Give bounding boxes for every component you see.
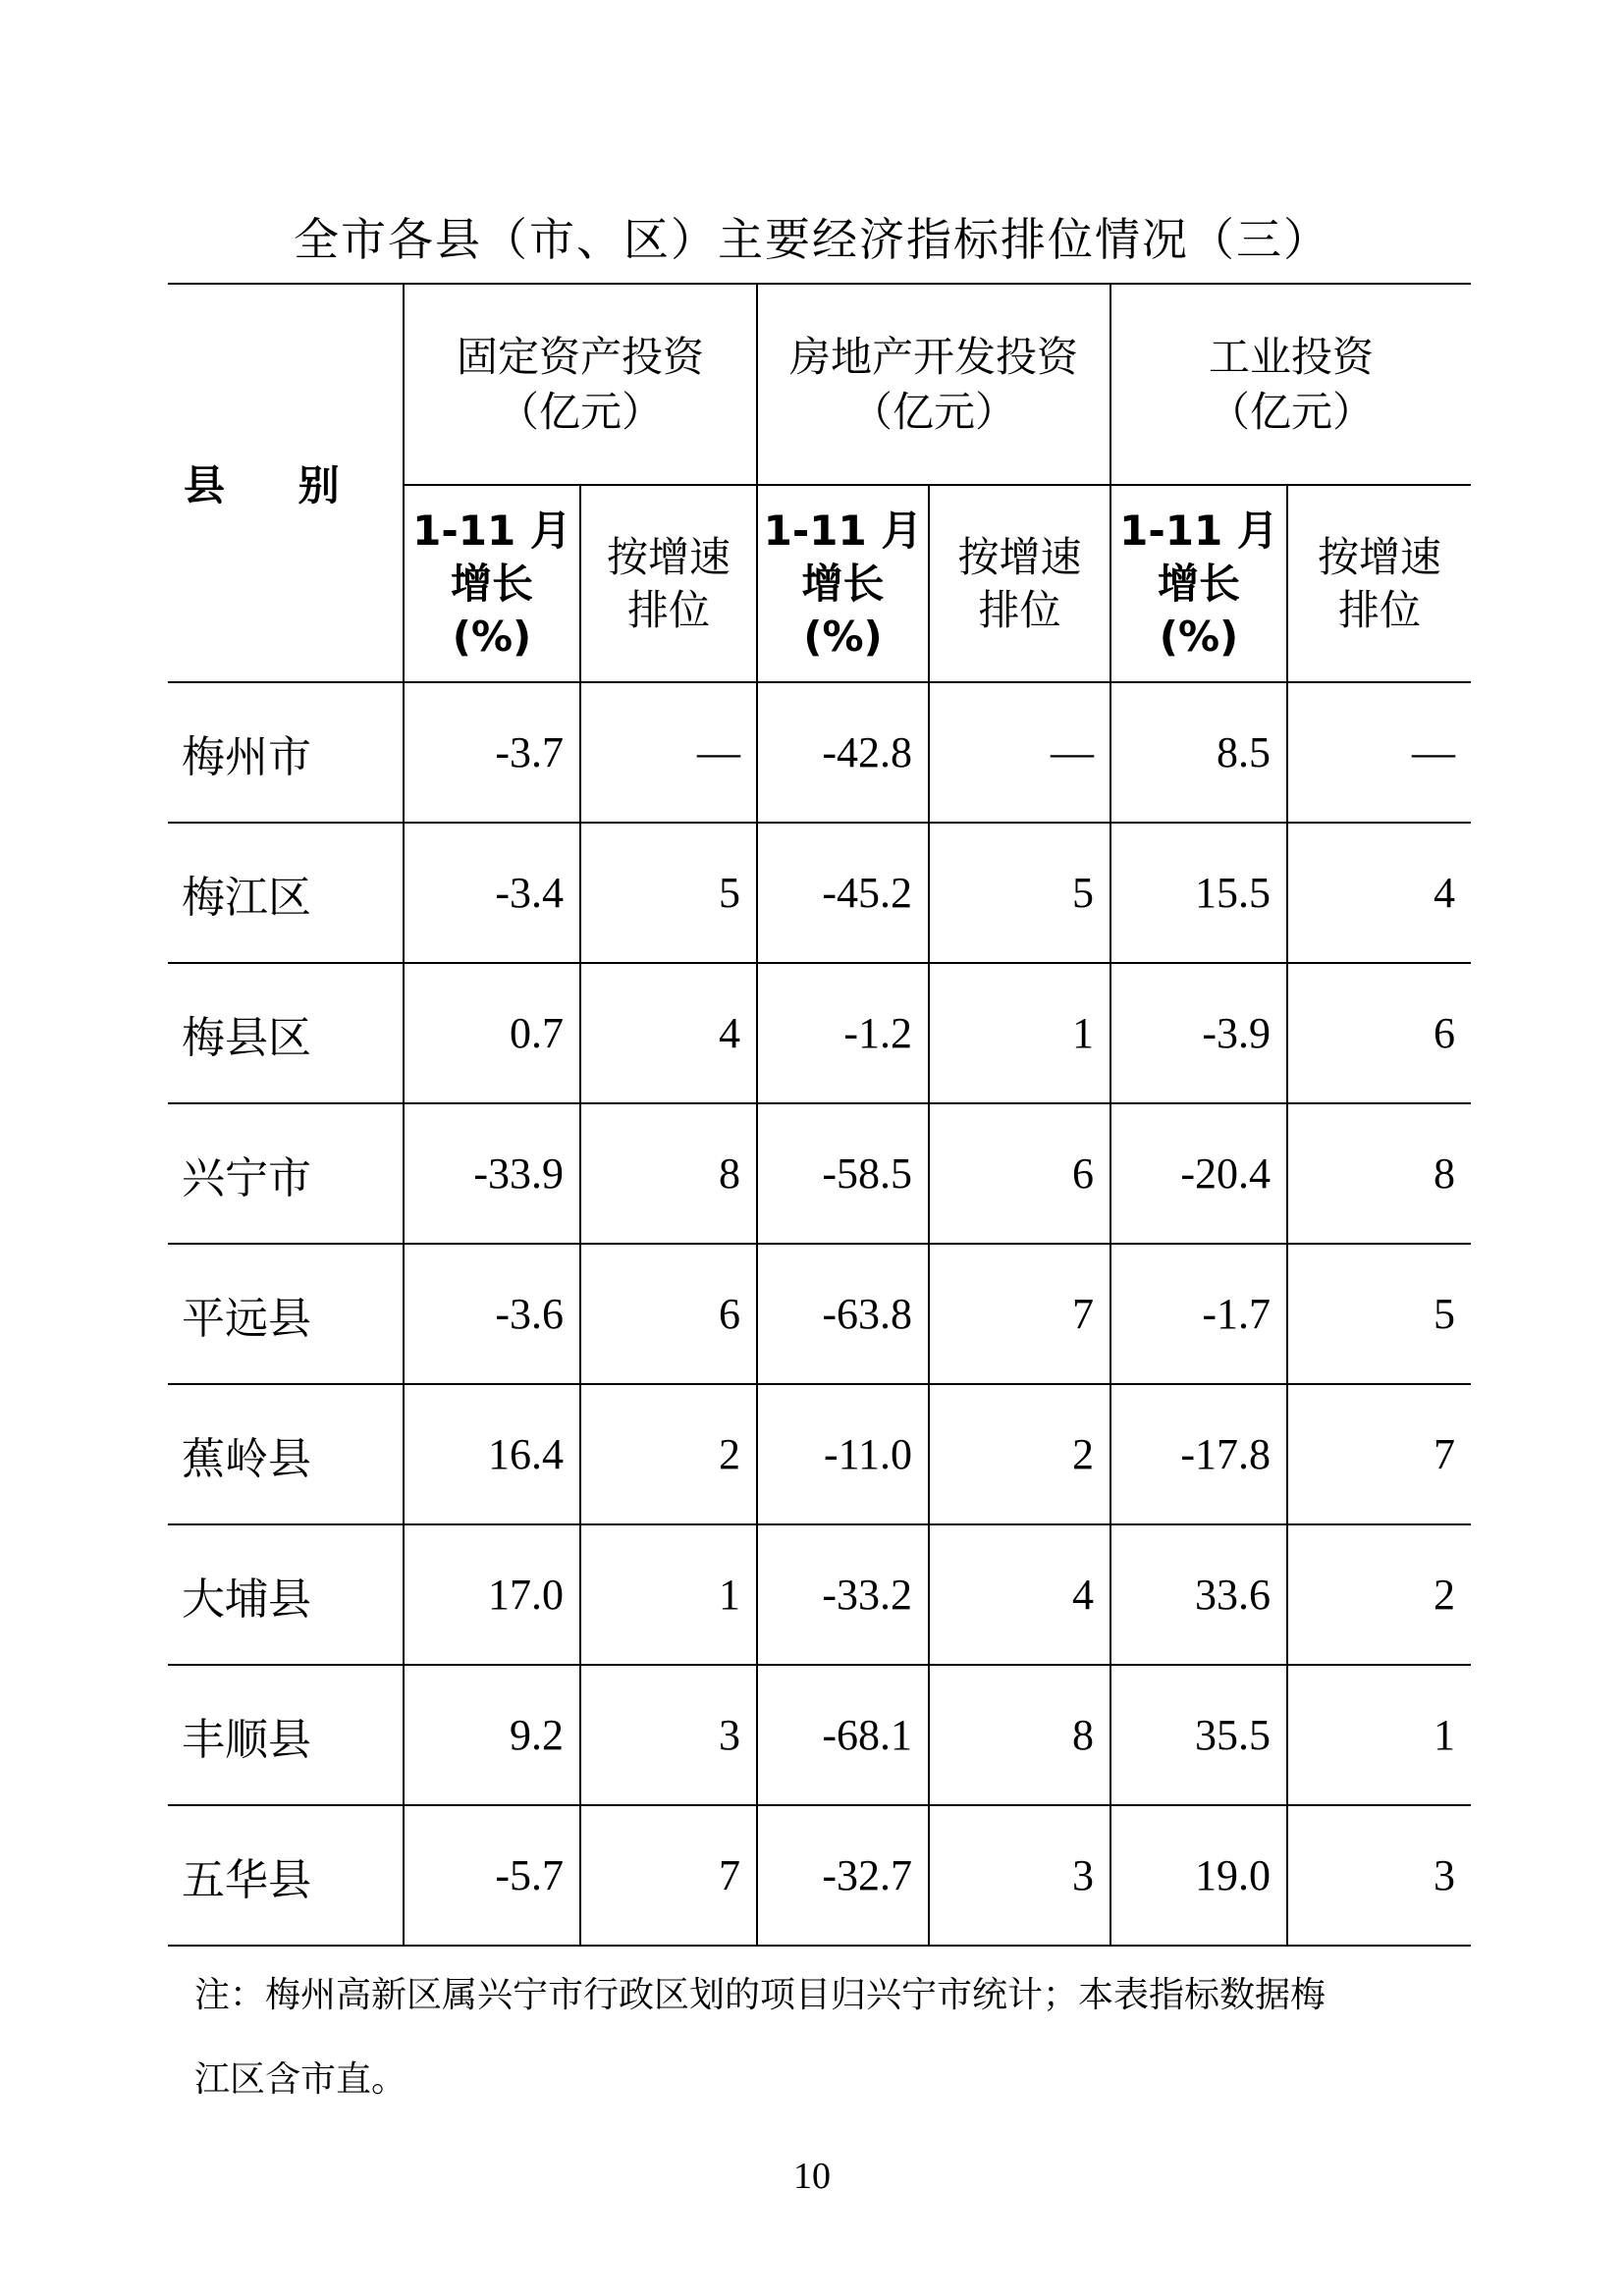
real-estate-growth: -33.2 bbox=[757, 1524, 929, 1665]
table-row bbox=[168, 1524, 1471, 1665]
industrial-rank: 1 bbox=[1287, 1665, 1471, 1805]
group-header-label: 工业投资 bbox=[1209, 332, 1375, 381]
county-name: 蕉岭县 bbox=[168, 1384, 404, 1524]
table-row bbox=[168, 1103, 1471, 1244]
footnote-line: 江区含市直。 bbox=[194, 2059, 407, 2100]
real-estate-rank: — bbox=[929, 682, 1110, 823]
page-number: 10 bbox=[793, 2156, 831, 2197]
table-row bbox=[168, 682, 1471, 823]
county-name: 梅州市 bbox=[182, 731, 311, 782]
real-estate-rank: 3 bbox=[929, 1805, 1110, 1946]
industrial-rank: 8 bbox=[1287, 1103, 1471, 1244]
fixed-asset-rank: 1 bbox=[580, 1524, 757, 1665]
fixed-asset-growth: -33.9 bbox=[404, 1103, 580, 1244]
fixed-asset-growth: 0.7 bbox=[404, 963, 580, 1103]
growth-header bbox=[404, 485, 580, 682]
fixed-asset-rank: 7 bbox=[580, 1805, 757, 1946]
industrial-growth: 35.5 bbox=[1110, 1665, 1287, 1805]
rank-header bbox=[1287, 485, 1471, 682]
table-row bbox=[168, 823, 1471, 963]
table-row bbox=[168, 963, 1471, 1103]
growth-header-line: (%) bbox=[803, 612, 883, 661]
industrial-growth: -17.8 bbox=[1110, 1384, 1287, 1524]
real-estate-growth: -68.1 bbox=[757, 1665, 929, 1805]
real-estate-growth: -42.8 bbox=[757, 682, 929, 823]
group-header-real-estate bbox=[757, 284, 1110, 485]
fixed-asset-growth: 16.4 bbox=[404, 1384, 580, 1524]
rank-header bbox=[929, 485, 1110, 682]
fixed-asset-growth: 17.0 bbox=[404, 1524, 580, 1665]
growth-header bbox=[1110, 485, 1287, 682]
industrial-growth: 15.5 bbox=[1110, 823, 1287, 963]
rank-header-line: 排位 bbox=[627, 585, 711, 634]
group-header-label: 固定资产投资 bbox=[457, 332, 705, 381]
county-column-header: 县 别 bbox=[168, 284, 404, 682]
table-row bbox=[168, 1244, 1471, 1384]
growth-header-line: 增长 bbox=[801, 559, 885, 608]
real-estate-rank: 4 bbox=[929, 1524, 1110, 1665]
table-row bbox=[168, 1805, 1471, 1946]
county-name: 大埔县 bbox=[168, 1524, 404, 1665]
growth-header bbox=[757, 485, 929, 682]
fixed-asset-rank: — bbox=[580, 682, 757, 823]
growth-header-line: 1-11 月 bbox=[763, 506, 923, 555]
rank-header-line: 排位 bbox=[1338, 585, 1422, 634]
indicator-table bbox=[168, 283, 1471, 1947]
fixed-asset-rank: 8 bbox=[580, 1103, 757, 1244]
fixed-asset-growth: -3.4 bbox=[404, 823, 580, 963]
county-name: 丰顺县 bbox=[168, 1665, 404, 1805]
industrial-rank: 6 bbox=[1287, 963, 1471, 1103]
industrial-rank: 5 bbox=[1287, 1244, 1471, 1384]
group-header-unit: （亿元） bbox=[498, 387, 664, 436]
real-estate-rank: 7 bbox=[929, 1244, 1110, 1384]
real-estate-growth: -1.2 bbox=[757, 963, 929, 1103]
rank-header bbox=[580, 485, 757, 682]
fixed-asset-rank: 5 bbox=[580, 823, 757, 963]
fixed-asset-growth: -5.7 bbox=[404, 1805, 580, 1946]
real-estate-growth: -58.5 bbox=[757, 1103, 929, 1244]
industrial-growth: 33.6 bbox=[1110, 1524, 1287, 1665]
group-header-industrial bbox=[1110, 284, 1471, 485]
fixed-asset-rank: 2 bbox=[580, 1384, 757, 1524]
real-estate-rank: 5 bbox=[929, 823, 1110, 963]
growth-header-line: 1-11 月 bbox=[1119, 506, 1278, 555]
group-header-unit: （亿元） bbox=[851, 387, 1017, 436]
group-header-unit: （亿元） bbox=[1209, 387, 1375, 436]
table-row bbox=[168, 1665, 1471, 1805]
county-name: 五华县 bbox=[168, 1805, 404, 1946]
growth-header-line: 增长 bbox=[450, 559, 533, 608]
growth-header-line: 增长 bbox=[1158, 559, 1241, 608]
fixed-asset-growth: -3.6 bbox=[404, 1244, 580, 1384]
real-estate-growth: -11.0 bbox=[757, 1384, 929, 1524]
rank-header-line: 排位 bbox=[978, 585, 1061, 634]
county-name: 兴宁市 bbox=[168, 1103, 404, 1244]
industrial-rank: 7 bbox=[1287, 1384, 1471, 1524]
fixed-asset-rank: 4 bbox=[580, 963, 757, 1103]
real-estate-rank: 6 bbox=[929, 1103, 1110, 1244]
industrial-rank: — bbox=[1287, 682, 1471, 823]
industrial-growth: -1.7 bbox=[1110, 1244, 1287, 1384]
industrial-growth: -20.4 bbox=[1110, 1103, 1287, 1244]
county-name: 梅江区 bbox=[168, 823, 404, 963]
fixed-asset-growth: -3.7 bbox=[404, 682, 580, 823]
fixed-asset-rank: 6 bbox=[580, 1244, 757, 1384]
industrial-growth: -3.9 bbox=[1110, 963, 1287, 1103]
industrial-growth: 8.5 bbox=[1110, 682, 1287, 823]
growth-header-line: 1-11 月 bbox=[412, 506, 571, 555]
fixed-asset-rank: 3 bbox=[580, 1665, 757, 1805]
growth-header-line: (%) bbox=[452, 612, 532, 661]
real-estate-growth: -32.7 bbox=[757, 1805, 929, 1946]
rank-header-line: 按增速 bbox=[957, 532, 1082, 581]
real-estate-rank: 2 bbox=[929, 1384, 1110, 1524]
footnote-line: 注：梅州高新区属兴宁市行政区划的项目归兴宁市统计；本表指标数据梅 bbox=[194, 1975, 1326, 2015]
table-footnote bbox=[194, 1953, 1441, 2122]
real-estate-rank: 8 bbox=[929, 1665, 1110, 1805]
industrial-rank: 3 bbox=[1287, 1805, 1471, 1946]
growth-header-line: (%) bbox=[1159, 612, 1239, 661]
real-estate-growth: -63.8 bbox=[757, 1244, 929, 1384]
page-title: 全市各县（市、区）主要经济指标排位情况（三） bbox=[294, 213, 1330, 266]
county-name: 梅县区 bbox=[168, 963, 404, 1103]
group-header-fixed-asset bbox=[404, 284, 757, 485]
industrial-growth: 19.0 bbox=[1110, 1805, 1287, 1946]
table-row bbox=[168, 1384, 1471, 1524]
industrial-rank: 2 bbox=[1287, 1524, 1471, 1665]
fixed-asset-growth: 9.2 bbox=[404, 1665, 580, 1805]
rank-header-line: 按增速 bbox=[1318, 532, 1442, 581]
group-header-label: 房地产开发投资 bbox=[789, 332, 1079, 381]
real-estate-rank: 1 bbox=[929, 963, 1110, 1103]
rank-header-line: 按增速 bbox=[607, 532, 731, 581]
real-estate-growth: -45.2 bbox=[757, 823, 929, 963]
industrial-rank: 4 bbox=[1287, 823, 1471, 963]
county-name: 平远县 bbox=[168, 1244, 404, 1384]
